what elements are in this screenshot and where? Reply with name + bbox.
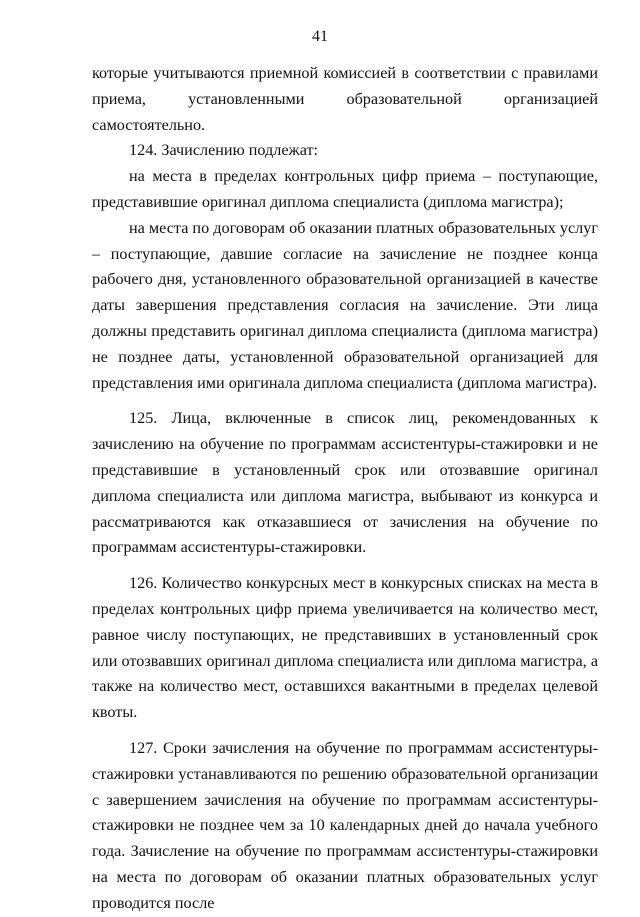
document-body (92, 61, 598, 917)
page-number: 41 (312, 28, 328, 45)
paragraph-124-heading: 124. Зачислению подлежат: (129, 141, 319, 160)
paragraph-124-item-paid: на места по договорам об оказании платных образовательных услуг – поступающие, давшие согласие на зачисление не позднее конца рабочего дня, установленного образовательной организацией в качестве даты завершения представления согласия на зачисление. Эти лица должны представить оригинал диплома специалиста (диплома магистра) не позднее даты, установленной образовательной организацией для представления ими оригинала диплома специалиста (диплома магистра). (92, 218, 598, 392)
paragraph-continuation: которые учитываются приемной комиссией в соответствии с правилами приема, установленными образовательной организацией самостоятельно. (92, 64, 598, 134)
paragraph-124-item-budget: на места в пределах контрольных цифр приема – поступающие, представившие оригинал диплома специалиста (диплома магистра); (92, 167, 598, 211)
paragraph-127: 127. Сроки зачисления на обучение по программам ассистентуры-стажировки устанавливаются по решению образовательной организации с завершением зачисления на обучение по программам ассистентуры-стажировки не позднее чем за 10 календарных дней до начала учебного года. Зачисление на обучение по программам ассистентуры-стажировки на места по договорам об оказании платных образовательных услуг проводится после (92, 738, 598, 912)
paragraph-125: 125. Лица, включенные в список лиц, рекомендованных к зачислению на обучение по программам ассистентуры-стажировки и не представившие в установленный срок или отозвавшие оригинал диплома специалиста или диплома магистра, выбывают из конкурса и рассматриваются как отказавшиеся от зачисления на обучение по программам ассистентуры-стажировки. (92, 409, 598, 557)
paragraph-126: 126. Количество конкурсных мест в конкурсных списках на места в пределах контрольных цифр приема увеличивается на количество мест, равное числу поступающих, не представивших в установленный срок или отозвавших оригинал диплома специалиста или диплома магистра, а также на количество мест, оставшихся вакантными в пределах целевой квоты. (92, 574, 598, 722)
